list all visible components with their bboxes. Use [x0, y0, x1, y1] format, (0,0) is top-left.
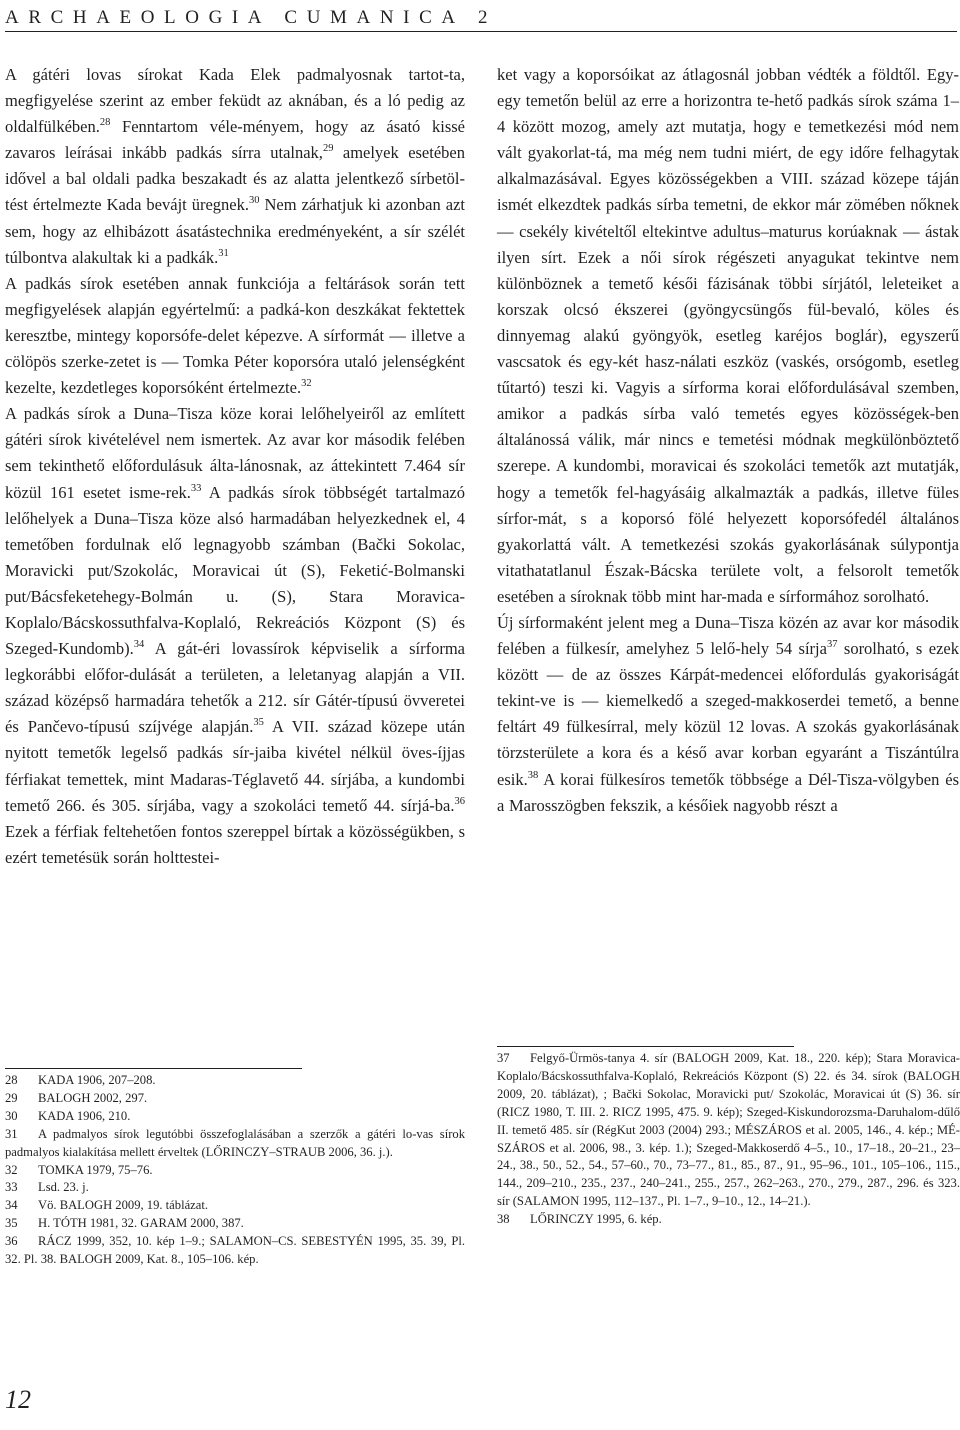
- footnote-ref[interactable]: 28: [99, 117, 111, 129]
- running-header: [5, 5, 957, 32]
- right-column: [497, 62, 959, 819]
- footnote-ref[interactable]: 35: [253, 717, 264, 729]
- paragraph-4: ket vagy a koporsóikat az átlagosnál jobban védték a földtől. Egy-egy temetőn belül az erre a horizontra te-hető padkás sírok száma 1–4 között mozog, amely azt mutatja, hogy e temetkezési mód nem vált gyakorlat-tá, ma még nem tudni miért, de egy időre felhagytak alkalmazásával. Egyes közösségekben a VIII. század közepe táján ismét elkezdtek padkás sírba temetni, de ekkor már zömében nőknek — csekély kivételtől eltekintve adultus–maturus korúaknak — ástak ilyen sírt. Ezek a női sírok régészeti anyagukat tekintve nem különböznek a temető késői fázisának többi sírjától, leleteiket a korszak olcsó ékszerei (gyöngycsüngős fül-bevaló, köles és dinnyemag alakú gyöngyök, esetleg karéjos boglár), egyszerű vascsatok és egy-két hasz-nálati eszköz (vaskés, orsógomb, esetleg tűtartó) teszi ki. Vagyis a sírforma korai előfordulásával szemben, amikor a padkás sírba való temetés egyes közösségek-ben általánossá válik, már nincs e temetési módnak megkülönböztető szerepe. A kundombi, moravicai és szokoláci temetők azt mutatják, hogy a temetők fel-hagyásáig alkalmazták a padkás, illetve füles sírfor-mát, s a koporsó fölé helyezett koporsófedél általános gyakorlattá vált. A temetkezési szokás gyakorlásának súlypontja vitathatatlanul Észak-Bácska területe volt, a felsorolt temetők esetében a síroknak több mint har-mada e sírformához sorolható.: [497, 65, 959, 606]
- footnote-number: 36: [5, 1234, 18, 1249]
- footnote: 31 A padmalyos sírok legutóbbi összefoglalásában a szerzők a gátéri lo-vas sírok padmalyos kialakítása mellett érveltek (LŐRINCZY–STRAUB 2006, 36. j.).: [5, 1126, 465, 1159]
- footnote: 30 KADA 1906, 210.: [5, 1108, 465, 1126]
- footnote-ref[interactable]: 31: [218, 247, 229, 259]
- footnote: 28 KADA 1906, 207–208.: [5, 1072, 465, 1090]
- page-number: 12: [5, 1385, 31, 1414]
- left-column: [5, 62, 465, 871]
- footnote: 38 LŐRINCZY 1995, 6. kép.: [497, 1211, 960, 1229]
- footnote-number: 37: [497, 1051, 510, 1065]
- footnote: 37 Felgyő-Ürmös-tanya 4. sír (BALOGH 2009, Kat. 18., 220. kép); Stara Moravica-Koplalo/Bácskossuthfalva-Koplaló, Rekreációs Központ (S) 22. és 34. sírok (BALOGH 2009, 20. táblázat), ; Bački Sokolac, Moravicki put/ Szokolác, Moravicai út (S) 36. sír (RICZ 1980, T. III. 2. RICZ 1995, 475. 9. kép); Szeged-Kiskundorozsma-Daruhalom-dűlő II. temető 485. sír (RégKut 2003 (2004) 293.; MÉSZÁROS et al. 2005, 146., 4. kép.; MÉ-SZÁROS et al. 2006, 98., 3. kép. 1.); Szeged-Makkoserdő 4–5., 10., 17–18., 20–21., 23–24., 38., 50., 52., 54., 57–60., 70., 73–77., 81., 85., 87., 91., 95–96., 101., 105–106., 115., 144., 209–210., 235., 237., 240–241., 255., 257., 262–263., 270., 279., 287., 296. és 323. sír (SALAMON 1995, 112–137., Pl. 1–7., 9–10., 12., 14–21.).: [497, 1051, 960, 1209]
- footnote-divider-left: [5, 1068, 302, 1069]
- footnote-divider-right: [497, 1046, 794, 1047]
- footnote-ref[interactable]: 32: [301, 378, 312, 390]
- footnote: 29 BALOGH 2002, 297.: [5, 1090, 465, 1108]
- footnote-ref[interactable]: 30: [249, 195, 260, 207]
- footnote-number: 29: [5, 1090, 18, 1105]
- footnote-number: 33: [5, 1180, 18, 1195]
- footnotes-right: [497, 1050, 960, 1229]
- footnote-ref[interactable]: 36: [454, 795, 465, 807]
- footnote: 32 TOMKA 1979, 75–76.: [5, 1162, 465, 1180]
- paragraph-1: A gátéri lovas sírokat Kada Elek padmalyosnak tartot-ta, megfigyelése szerint az ember feküdt az aknában, és a ló pedig az oldalfülkében.$^{28}$ Fenntartom véle-ményem, hogy az ásató kissé zavaros leírásai inkább padkás sírra utalnak,$^{29}$ amelyek esetében idővel a bal oldali padka beszakadt és az alatta jelentkező sírbetöl-tést értelmezte Kada bevájt üregnek.$^{30}$ Nem zárhatjuk ki azonban azt sem, hogy az elhibázott ásatástechnika eredményeként, a sír szélét túlbontva alakultak ki a padkák.$^{31}$: [5, 65, 465, 267]
- journal-title: ARCHAEOLOGIA CUMANICA 2: [5, 7, 498, 28]
- footnote-number: 35: [5, 1216, 18, 1231]
- footnote: 36 RÁCZ 1999, 352, 10. kép 1–9.; SALAMON–CS. SEBESTYÉN 1995, 35. 39, Pl. 32. Pl. 38. BALOGH 2009, Kat. 8., 105–106. kép.: [5, 1234, 465, 1267]
- footnote-number: 28: [5, 1073, 18, 1087]
- footnote-number: 34: [5, 1198, 18, 1213]
- footnote-ref[interactable]: 33: [190, 482, 202, 494]
- footnote-ref[interactable]: 29: [322, 143, 334, 155]
- footnote-number: 31: [5, 1126, 18, 1141]
- footnotes-left: [5, 1072, 465, 1269]
- footnote: 34 Vö. BALOGH 2009, 19. táblázat.: [5, 1197, 465, 1215]
- footnote: 35 H. TÓTH 1981, 32. GARAM 2000, 387.: [5, 1215, 465, 1233]
- paragraph-3: A padkás sírok a Duna–Tisza köze korai lelőhelyeiről az említett gátéri sírok kivételével nem ismertek. Az avar kor második felében sem tekinthető előfordulásuk álta-lánosnak, az áttekintett 7.464 sír közül 161 esetet isme-rek.$^{33}$ A padkás sírok többségét tartalmazó lelőhelyek a Duna–Tisza köze alsó harmadában helyezkednek el, 4 temetőben fordulnak elő legnagyobb számban (Bački Sokolac, Moravicki put/Szokolác, Moravicai út (S), Feketić-Bolmanski put/Bácsfeketehegy-Bolmán u. (S), Stara Moravica-Koplalo/Bácskossuthfalva-Koplaló, Rekreációs Központ (S) és Szeged-Kundomb).$^{34}$ A gát-éri lovassírok képviselik a sírforma legkorábbi előfor-dulását a területen, a leletanyag alapján a VII. század középső harmadára tehetők a 212. sír Gátér-típusú övveretei és Pančevo-típusú szíjvége alapján.$^{35}$ A VII. század közepe után nyitott temetők legelső padkás sír-jaiba kivétel nélkül öves-íjjas férfiakat temettek, mint Madaras-Téglavető 44. sírjába, a kundombi temető 266. és 305. sírjába, vagy a szokoláci temető 44. sírjá-ba.$^{36}$ Ezek a férfiak feltehetően fontos szereppel bírtak a közösségükben, s ezért temetésük során holttestei-: [5, 404, 465, 867]
- footnote: 33 Lsd. 23. j.: [5, 1179, 465, 1197]
- footnote-number: 38: [497, 1212, 510, 1227]
- footnote-number: 32: [5, 1162, 18, 1177]
- footnote-ref[interactable]: 38: [527, 769, 539, 781]
- paragraph-2: A padkás sírok esetében annak funkciója a feltárások során tett megfigyelések alapján egyértelmű: a padká-kon deszkákat fektettek keresztbe, mintegy koporsófe-delet képezve. A sírformát — illetve a cölöpös szerke-zetet is — Tomka Péter koporsóra utaló jelenségként kezelte, kezdetleges koporsóként értelmezte.$^{32}$: [5, 273, 465, 398]
- footnote-ref[interactable]: 34: [133, 639, 145, 651]
- footnote-number: 30: [5, 1108, 18, 1123]
- footnote-ref[interactable]: 37: [826, 639, 838, 651]
- paragraph-5: Új sírformaként jelent meg a Duna–Tisza közén az avar kor második felében a fülkesír, amelyhez 5 lelő-hely 54 sírja$^{37}$ sorolható, s ezek között — de az összes Kárpát-medencei előfordulás gyakoriságát tekint-ve is — kiemelkedő a szeged-makkoserdei temető, a benne feltárt 49 fülkesírral, mely közül 12 lovas. A szokás gyakorlásának törzsterülete a kora és a késő avar korban egyaránt a Tiszántúlra esik.$^{38}$ A korai fülkesíros temetők többsége a Dél-Tisza-völgyben és a Marosszögben fekszik, a későiek nagyobb részt a: [497, 612, 959, 815]
